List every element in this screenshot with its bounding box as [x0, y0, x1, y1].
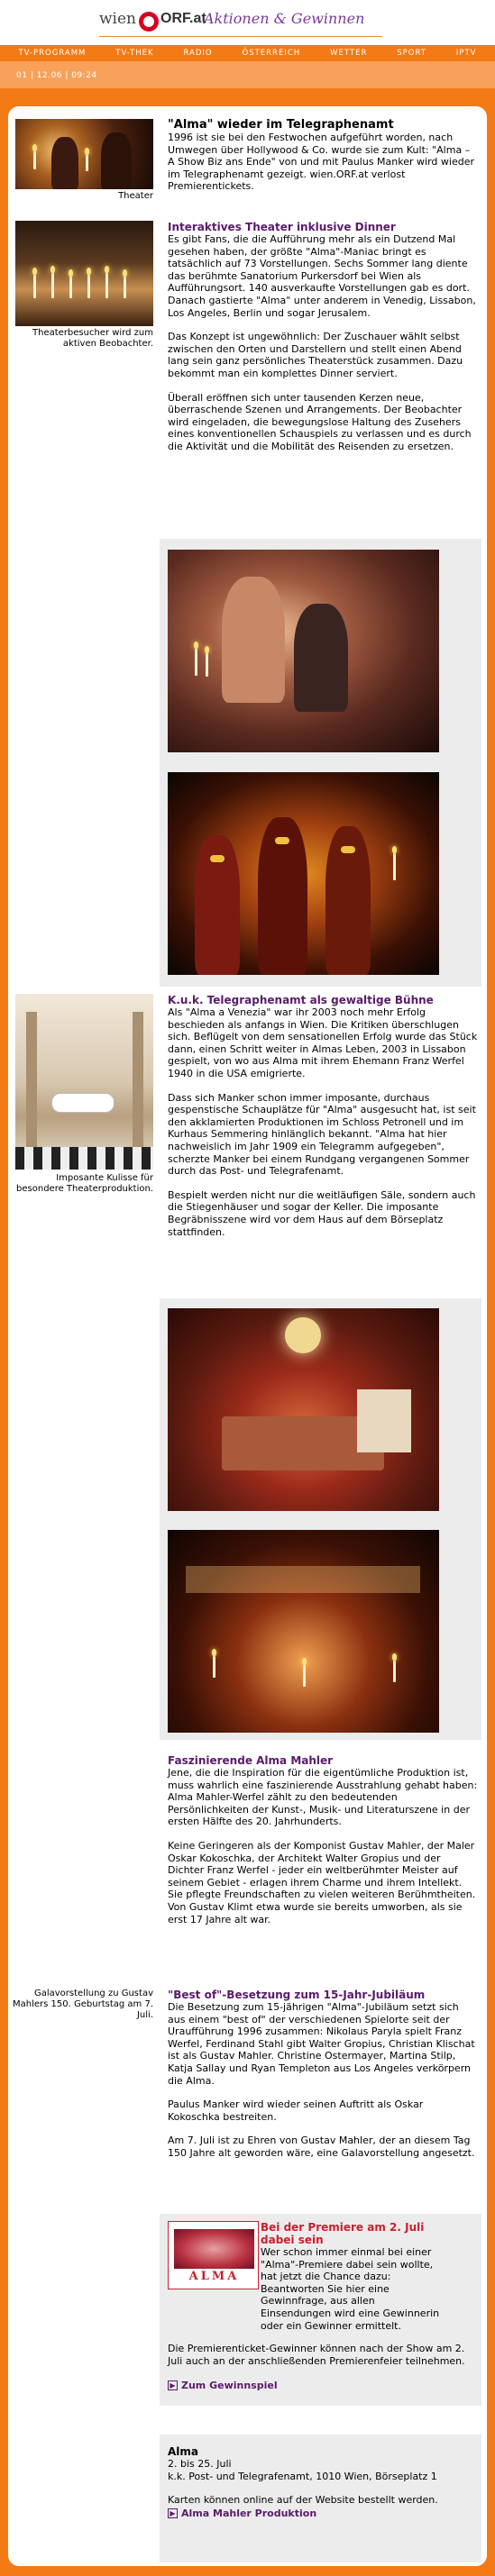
orf-eye-logo-icon[interactable] — [139, 12, 159, 32]
info-dates: 2. bis 25. Juli — [168, 2458, 232, 2470]
theater-photo — [15, 119, 153, 189]
visitors-photo — [15, 221, 153, 326]
contest-footer — [168, 2343, 478, 2392]
hall-photo — [15, 994, 153, 1170]
logo-orf-text[interactable]: ORF.at — [160, 11, 206, 26]
nav-item-tv-thek[interactable]: TV-THEK — [115, 49, 154, 58]
hall-caption: Imposante Kulisse für besondere Theaterproduktion. — [16, 1173, 153, 1194]
sub-bar — [0, 61, 495, 88]
dinner-hall-photo — [168, 1530, 439, 1733]
paragraph: Dass sich Manker schon immer imposante, durchaus gespenstische Schauplätze für "Alma" ausgesucht hat, ist seit den akklamierten Produktionen im Schloss Petronell und im Kurhaus Semmering hinlänglich bekannt. "Alma hat hier nachweislich im Jahr 1909 ein Telegramm aufgegeben", scherzte Manker bei einem Rundgang vergangenen Sommer durch das Post- und Telegrafenamt. — [168, 1091, 476, 1178]
section-title-dinner: Interaktives Theater inklusive Dinner — [168, 221, 396, 233]
gala-caption: Galavorstellung zu Gustav Mahlers 150. Geburtstag am 7. Juli. — [13, 1989, 153, 2020]
logo-divider — [99, 36, 382, 37]
nav-item-iptv[interactable]: IPTV — [455, 49, 477, 58]
section-title-best-of: "Best of"-Besetzung zum 15-Jahr-Jubiläum — [168, 1989, 426, 2001]
info-tickets: Karten können online auf der Website bestellt werden. — [168, 2494, 438, 2507]
visitors-caption: Theaterbesucher wird zum aktiven Beobachter. — [32, 328, 153, 349]
paragraph: Am 7. Juli ist zu Ehren von Gustav Mahler, der an diesem Tag 150 Jahre alt geworden wäre, eine Galavorstellung angesetzt. — [168, 2135, 475, 2159]
paragraph: Es gibt Fans, die die Aufführung mehr als ein Dutzend Mal gesehen haben, der größte "Alma"-Maniac bringt es tatsächlich auf 73 Vorstellungen. Sechs Sommer lang diente das berühmte Sanatorium Purkersdorf bei Wien als Aufführungsort. 140 ausverkaufte Vorstellungen gab es dort. Danach gastierte "Alma" unter anderem in Venedig, Lissabon, Los Angeles, Berlin und sogar Jerusalem. — [168, 233, 476, 319]
production-link-label[interactable]: Alma Mahler Produktion — [181, 2507, 317, 2519]
nav-item-tv-programm[interactable]: TV-PROGRAMM — [18, 49, 87, 58]
contest-title-block — [261, 2221, 437, 2246]
article-dinner — [168, 221, 478, 465]
nav-item-sport[interactable]: SPORT — [397, 49, 426, 58]
paragraph: Das Konzept ist ungewöhnlich: Der Zuschauer wählt selbst zwischen den Orten und Darstellern und stellt einen Abend lang sein ganz persönliches Theaterstück zusammen. Dazu bekommt man ein komplettes Dinner serviert. — [168, 331, 463, 379]
red-room-photo — [168, 1308, 439, 1511]
paragraph: Jene, die die Inspiration für die eigentümliche Produktion ist, muss wahrlich eine faszinierende Ausstrahlung gehabt haben: Alma Mahler-Werfel zählt zu den bedeutenden Persönlichkeiten der Kunst-, Musik- und Literaturszene in der ersten Hälfte des 20. Jahrhunderts. — [168, 1767, 478, 1828]
logo-wien-text[interactable]: wien — [99, 10, 136, 28]
contest-link[interactable] — [168, 2379, 478, 2392]
contest-title: Bei der Premiere am 2. Juli dabei sein — [261, 2221, 425, 2246]
production-link[interactable] — [168, 2507, 474, 2520]
info-venue: k.k. Post- und Telegrafenamt, 1010 Wien, Börseplatz 1 — [168, 2470, 437, 2482]
paragraph: Paulus Manker wird wieder seinen Auftritt als Oskar Kokoschka bestreiten. — [168, 2098, 424, 2123]
main-nav — [0, 45, 495, 61]
arrow-right-icon: ▶ — [168, 2508, 178, 2518]
paragraph: Keine Geringeren als der Komponist Gustav Mahler, der Maler Oskar Kokoschka, der Architekt Walter Gropius und der Dichter Franz Werfel - jeder ein weltberühmter Meister auf seinem Gebiet - erlagen ihrem Charme und ihrem Intellekt. Sie pflegte Freundschaften zu vielen weiteren Berühmtheiten. Von Gustav Klimt etwa wurde sie bereits umworben, als sie erst 17 Jahre alt war. — [168, 1839, 476, 1925]
date-time-display: 01 | 12.06 | 09:24 — [16, 71, 97, 80]
masks-scene-photo — [168, 772, 439, 975]
info-content — [168, 2445, 474, 2520]
article-lead: 1996 ist sie bei den Festwochen aufgeführt worden, nach Umwegen über Hollywood & Co. wurde sie zum Kult: "Alma – A Show Biz ans Ende" von und mit Paulus Manker wird wieder im Telegraphenamt gezeigt. wien.ORF.at verlost Premierentickets. — [168, 132, 474, 193]
arrow-right-icon: ▶ — [168, 2380, 178, 2390]
paragraph: Überall eröffnen sich unter tausenden Kerzen neue, überraschende Szenen und Arrangements. Der Beobachter wird eingeladen, die bewegungslose Haltung des Zusehers eines konventionellen Schauspiels zu verlassen und es durch die Aktivität und die Mobilität des Reisenden zu ersetzen. — [168, 391, 472, 452]
logo-bar — [0, 0, 495, 45]
nav-item-radio[interactable]: RADIO — [183, 49, 213, 58]
logo-tagline[interactable]: Aktionen & Gewinnen — [204, 10, 365, 27]
paragraph: Die Besetzung zum 15-jährigen "Alma"-Jubiläum setzt sich aus einem "best of" der verschiedenen Spielorte seit der Uraufführung 1996 zusammen: Nikolaus Paryla spielt Franz Werfel, Ferdinand Stahl gibt Walter Gropius, Christian Klischat ist als Gustav Mahler. Christine Ostermayer, Martina Stilp, Katja Sallay und Ryan Templeton aus Los Angeles verkörpern die Alma. — [168, 2001, 475, 2087]
paragraph: Als "Alma a Venezia" war ihr 2003 noch mehr Erfolg beschieden als anfangs in Wien. Die Kritiken überschlugen sich. Beflügelt von dem sensationellen Erfolg wurde das Stück dann, einen Schritt weiter in Almas Leben, 2003 in Lissabon gespielt, von wo aus Alma mit ihrem Ehemann Franz Werfel 1940 in die USA emigrierte. — [168, 1006, 478, 1079]
contest-link-label[interactable]: Zum Gewinnspiel — [181, 2380, 278, 2392]
info-title: Alma — [168, 2445, 199, 2458]
article-telegraph — [168, 994, 478, 1250]
paragraph: Bespielt werden nicht nur die weitläufigen Säle, sondern auch die Stiegenhäuser und sogar der Keller. Die imposante Begräbnisszene wird vor dem Haus auf dem Börseplatz stattfinden. — [168, 1188, 476, 1238]
article-alma-mahler — [168, 1754, 478, 1937]
article-intro — [168, 119, 478, 193]
article-best-of — [168, 1989, 478, 2171]
nav-item-wetter[interactable]: WETTER — [330, 49, 368, 58]
contest-text-1: Wer schon immer einmal bei einer "Alma"-Premiere dabei sein wollte, hat jetzt die Chance dazu: Beantworten Sie hier eine Gewinnfrage, aus allen Einsendungen wird eine Gewinnerin oder ein Gewinner ermittelt. — [261, 2246, 440, 2332]
section-title-alma-mahler: Faszinierende Alma Mahler — [168, 1754, 334, 1767]
nav-item-oesterreich[interactable]: ÖSTERREICH — [242, 49, 301, 58]
theater-caption: Theater — [118, 191, 153, 201]
section-title-telegraph: K.u.k. Telegraphenamt als gewaltige Bühne — [168, 994, 434, 1006]
sofa-scene-photo — [168, 550, 439, 752]
alma-logo-image[interactable] — [168, 2221, 259, 2289]
article-title: "Alma" wieder im Telegraphenamt — [168, 118, 394, 132]
paragraph: Die Premierenticket-Gewinner können nach der Show am 2. Juli auch an der anschließenden Premierenfeier teilnehmen. — [168, 2343, 465, 2367]
alma-logo-text: ALMA — [188, 2270, 240, 2283]
